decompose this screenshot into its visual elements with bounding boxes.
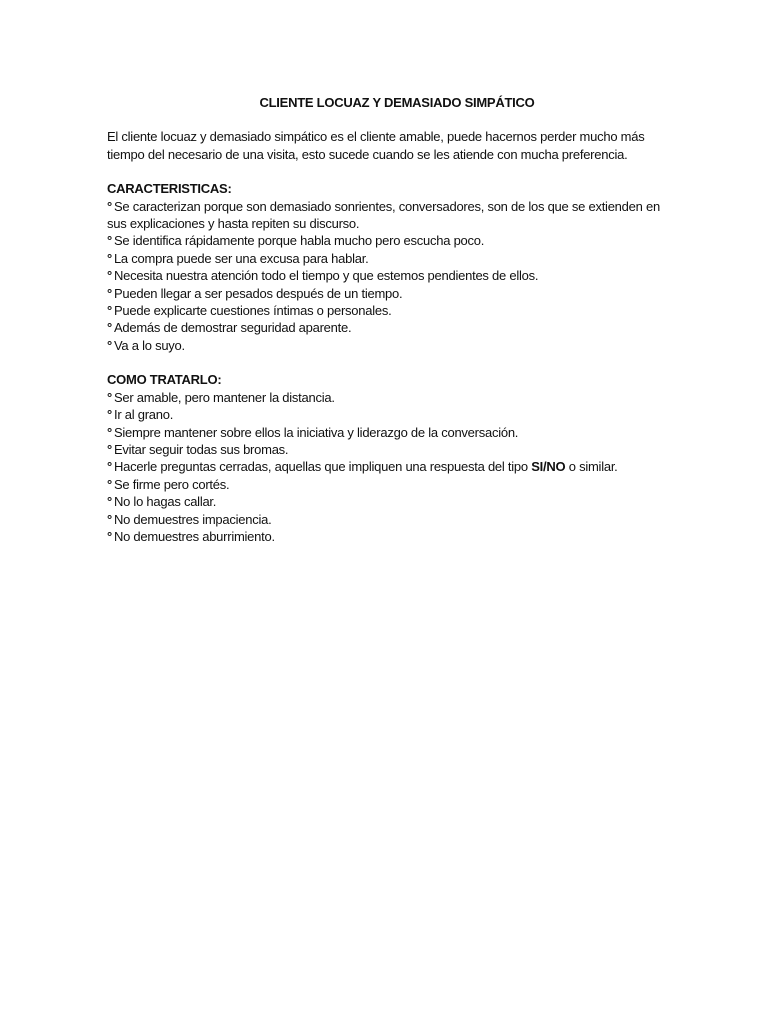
bullet-degree-icon: ° bbox=[107, 389, 112, 405]
list-item bbox=[107, 441, 667, 458]
list-item-text: Se caracterizan porque son demasiado sonrientes, conversadores, son de los que se extienden en sus explicaciones y hasta repiten su discurso. bbox=[107, 198, 660, 232]
list-item bbox=[107, 285, 667, 302]
list-item-text: Va a lo suyo. bbox=[113, 337, 185, 353]
list-item-text: Puede explicarte cuestiones íntimas o personales. bbox=[113, 303, 392, 319]
bullet-degree-icon: ° bbox=[107, 424, 112, 440]
list-item-text-after: o similar. bbox=[565, 459, 618, 475]
list-item bbox=[107, 232, 667, 249]
list-item-text: Siempre mantener sobre ellos la iniciativa y liderazgo de la conversación. bbox=[113, 424, 519, 440]
list-item bbox=[107, 458, 667, 475]
list-item-text: No lo hagas callar. bbox=[113, 494, 217, 510]
list-item-text: No demuestres aburrimiento. bbox=[113, 528, 275, 544]
bullet-degree-icon: ° bbox=[107, 198, 112, 214]
list-item-text: La compra puede ser una excusa para hablar. bbox=[113, 250, 369, 266]
list-item-text: Se firme pero cortés. bbox=[113, 476, 230, 492]
bullet-degree-icon: ° bbox=[107, 285, 112, 301]
bullet-degree-icon: ° bbox=[107, 528, 112, 544]
list-item bbox=[107, 493, 667, 510]
list-item bbox=[107, 302, 667, 319]
list-item-text: Pueden llegar a ser pesados después de un tiempo. bbox=[113, 285, 403, 301]
list-item-text: Evitar seguir todas sus bromas. bbox=[113, 441, 289, 457]
list-item-text-before: Hacerle preguntas cerradas, aquellas que impliquen una respuesta del tipo bbox=[113, 459, 532, 475]
bullet-degree-icon: ° bbox=[107, 320, 112, 336]
characteristics-list bbox=[107, 198, 667, 355]
list-item bbox=[107, 198, 667, 233]
intro-paragraph: El cliente locuaz y demasiado simpático es el cliente amable, puede hacernos perder mucho más tiempo del necesario de una visita, esto sucede cuando se les atiende con mucha preferencia. bbox=[107, 129, 645, 162]
bullet-degree-icon: ° bbox=[107, 476, 112, 492]
list-item bbox=[107, 406, 667, 423]
list-item bbox=[107, 250, 667, 267]
list-item-text: Ser amable, pero mantener la distancia. bbox=[113, 389, 335, 405]
bullet-degree-icon: ° bbox=[107, 268, 112, 284]
bullet-degree-icon: ° bbox=[107, 233, 112, 249]
bullet-degree-icon: ° bbox=[107, 337, 112, 353]
bullet-degree-icon: ° bbox=[107, 441, 112, 457]
list-item-text: No demuestres impaciencia. bbox=[113, 511, 272, 527]
bullet-degree-icon: ° bbox=[107, 250, 112, 266]
list-item-text: Además de demostrar seguridad aparente. bbox=[113, 320, 352, 336]
list-item bbox=[107, 476, 667, 493]
bullet-degree-icon: ° bbox=[107, 511, 112, 527]
characteristics-heading: CARACTERISTICAS: bbox=[107, 181, 232, 197]
list-item-text-bold: SI/NO bbox=[531, 459, 566, 475]
list-item-text: Necesita nuestra atención todo el tiempo y que estemos pendientes de ellos. bbox=[113, 268, 539, 284]
list-item bbox=[107, 319, 667, 336]
bullet-degree-icon: ° bbox=[107, 303, 112, 319]
list-item bbox=[107, 267, 667, 284]
document-body bbox=[107, 94, 667, 562]
list-item bbox=[107, 424, 667, 441]
bullet-degree-icon: ° bbox=[107, 459, 112, 475]
list-item bbox=[107, 389, 667, 406]
list-item-text: Ir al grano. bbox=[113, 407, 174, 423]
bullet-degree-icon: ° bbox=[107, 494, 112, 510]
bullet-degree-icon: ° bbox=[107, 407, 112, 423]
treatment-heading: COMO TRATARLO: bbox=[107, 372, 222, 388]
treatment-list bbox=[107, 389, 667, 546]
document-title: CLIENTE LOCUAZ Y DEMASIADO SIMPÁTICO bbox=[259, 95, 535, 110]
list-item bbox=[107, 528, 667, 545]
list-item bbox=[107, 511, 667, 528]
list-item bbox=[107, 337, 667, 354]
list-item-text: Se identifica rápidamente porque habla mucho pero escucha poco. bbox=[113, 233, 485, 249]
